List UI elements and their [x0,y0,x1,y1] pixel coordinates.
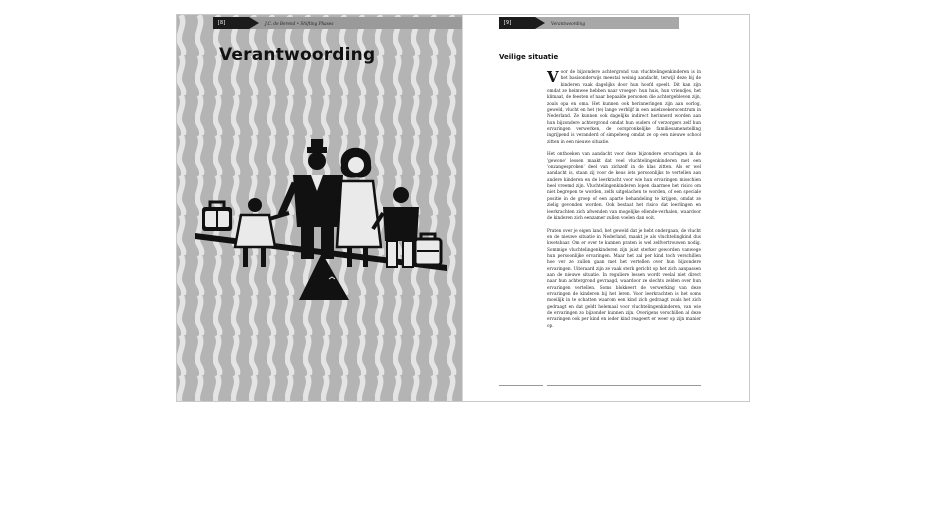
left-running-head: J.C. de Berend • Shifting Phases [265,20,334,26]
section-heading: Veilige situatie [499,53,559,61]
book-spread [176,14,750,402]
left-page-number: [8] [213,17,249,29]
body-text-column [547,70,701,336]
right-page-number: [9] [499,17,535,29]
paragraph-1-text: oor de bijzondere achtergrond van vluchtelingenkinderen is in het basisonderwijs meestal weinig aandacht, terwijl deze bij de kinderen vaak dagelijks door hun hoofd speelt. Dit kan zijn omdat ze heimwee hebben naar vroeger: hun huis, hun vriendjes, het klimaat, de feesten of naar bepaalde personen die achtergebleven zijn, zoals opa en oma. Het kunnen ook herinneringen zijn aan oorlog, geweld, vlucht en het (te) lange verblijf in een asielzoekerscentrum in Nederland. Ze kunnen ook dagelijks indirect herinnerd worden aan hun bijzondere achtergrond omdat hun ouders of verzorgers zelf hun ervaringen verwerken, de oorspronkelijke familiesamenstelling ingrijpend is veranderd of simpelweg omdat ze op een nieuwe school zitten in een nieuwe situatie. [547,70,701,145]
right-running-head: Verantwoording [551,20,586,26]
paragraph-3: Praten over je eigen land, het geweld dat je hebt ondergaan, de vlucht en de nieuwe situatie in Nederland, maakt je als vluchtelingkind dus kwetsbaar. Om er over te kunnen praten is wel zelfvertrouwen nodig. Sommige vluchtelingenkinderen zijn juist sterker geworden vanwege hun persoonlijke ervaringen. Maar het zal per kind toch verschillen hoe ver ze zullen gaan met het vertellen over hun bijzondere ervaringen. Uiteraard zijn ze vaak sterk gericht op het zich aanpassen aan de nieuwe situatie. In reguliere lessen wordt veelal niet direct naar hun achtergrond gevraagd, waardoor ze slechts zelden over hun ervaringen vertellen. Soms blokkeert de verwerking van deze ervaringen de kinderen bij het leren. Voor leerkrachten is het soms moeilijk in te schatten waarom een kind zich gedraagt zoals het zich gedraagt en dat geldt helemaal voor vluchtelingenkinderen, van wie de ervaringen zo bijzonder kunnen zijn. Overigens verschillen al deze ervaringen ook per kind en ieder kind reageert er weer op zijn manier op. [547,228,701,329]
cover-illustration [177,15,463,401]
footer-rule-right [547,385,701,386]
paragraph-1 [547,70,701,146]
right-page [463,15,749,401]
right-header [499,17,679,29]
suitcase-right-icon [415,234,441,265]
paragraph-2: Het onthoeken van aandacht voor deze bijzondere ervaringen in de 'gewone' lessen maakt dat veel vluchtelingenkinderen met een 'onzangesproken' deel van zichzelf in de klas zitten. Als er wel aandacht is, staan zij voor de keus iets persoonlijks te vertellen aan andere kinderen en de leerkracht voor wie hun ervaringen misschien heel vreemd zijn. Vluchtelingenkinderen lopen daarmee het risico om niet begrepen te worden, zelfs uitgelachen te worden, of een speciale positie in de groep of een aparte behandeling te krijgen, omdat ze zielig gevonden worden. Ook bestaat het risico dat leerlingen en leerkrachten zich afwenden van mogelijke ellende-verhalen, waardoor de kinderen zich eenzamer zullen voelen dan ooit. [547,152,701,221]
page-title: Verantwoording [219,45,376,65]
footer-rule-left [499,385,543,386]
left-page [177,15,463,401]
drop-cap: V [547,68,559,86]
left-header [213,17,463,29]
